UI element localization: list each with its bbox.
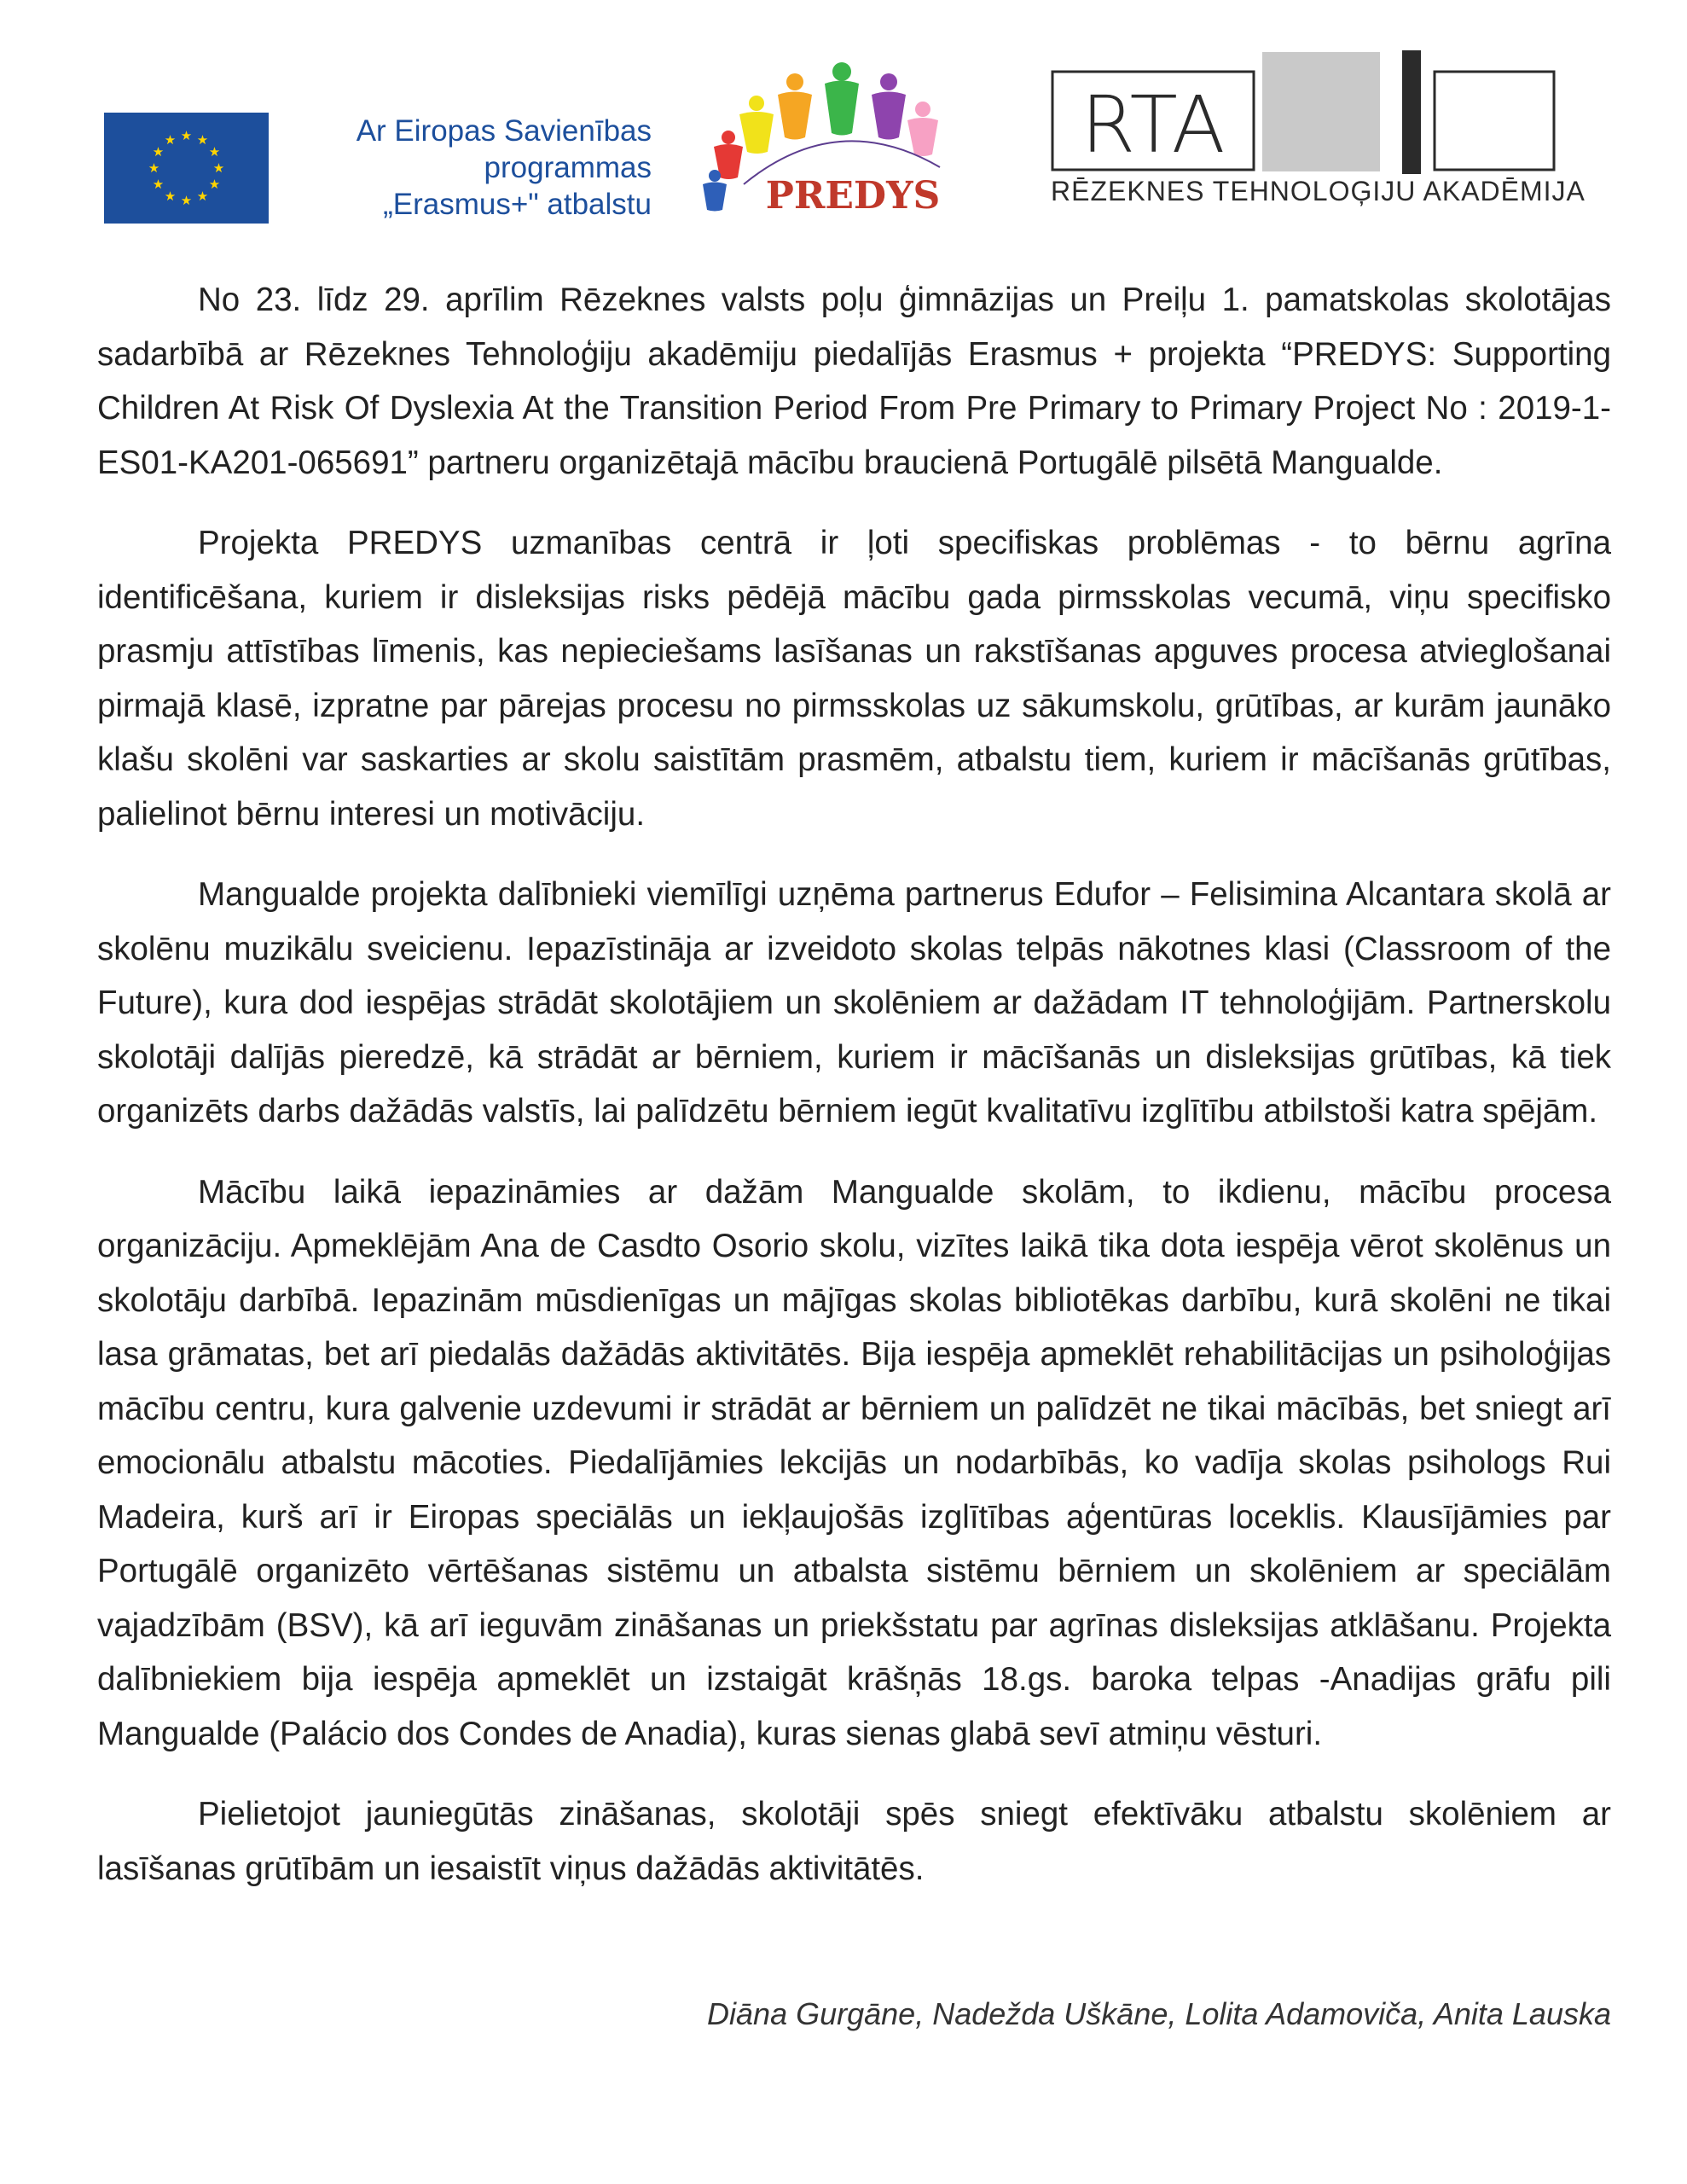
erasmus-text-line-2: programmas	[484, 151, 652, 184]
erasmus-text-line-1: Ar Eiropas Savienības	[356, 114, 652, 148]
paragraph-3: Mangualde projekta dalībnieki viemīlīgi uzņēma partnerus Edufor – Felisimina Alcantara skolā ar skolēnu muzikālu sveicienu. Iepazīstināja ar izveidoto skolas telpās nākotnes klasi (Classroom of the Future), kura dod iespējas strādāt skolotājiem un skolēniem ar dažādam IT tehnoloģijām. Partnerskolu skolotāji dalījās pieredzē, kā strādāt ar bērniem, kuriem ir mācīšanās un disleksijas grūtības, kā tiek organizēts darbs dažādās valstīs, lai palīdzētu bērniem iegūt kvalitatīvu izglītību atbilstoši katra spējām.	[97, 876, 1611, 1130]
svg-text:★: ★	[196, 189, 209, 204]
logo-header	[0, 0, 1687, 239]
paragraph-4: Mācību laikā iepazināmies ar dažām Mangualde skolām, to ikdienu, mācību procesa organizāciju. Apmeklējām Ana de Casdto Osorio skolu, vizītes laikā tika dota iespēja vērot skolēnus un skolotāju darbībā. Iepazinām mūsdienīgas un mājīgas skolas bibliotēkas darbību, kurā skolēni ne tikai lasa grāmatas, bet arī piedalās dažādās aktivitātēs. Bija iespēja apmeklēt rehabilitācijas un psiholoģijas mācību centru, kura galvenie uzdevumi ir strādāt ar bērniem un palīdzēt ne tikai mācībās, bet sniegt arī emocionālu atbalstu mācoties. Piedalījāmies lekcijās un nodarbībās, ko vadīja skolas psihologs Rui Madeira, kurš arī ir Eiropas speciālās un iekļaujošās izglītības aģentūras loceklis. Klausījāmies par Portugālē organizēto vērtēšanas sistēmu un atbalsta sistēmu bērniem un skolēniem ar speciālām vajadzībām (BSV), kā arī ieguvām zināšanas un priekšstatu par agrīnas disleksijas atklāšanu. Projekta dalībniekiem bija iespēja apmeklēt un izstaigāt krāšņās 18.gs. baroka telpas -Anadijas grāfu pili Mangualde (Palácio dos Condes de Anadia), kuras sienas glabā sevī atmiņu vēsturi.	[97, 1173, 1611, 1752]
svg-text:★: ★	[208, 177, 221, 192]
rta-caption: RĒZEKNES TEHNOLOĢIJU AKADĒMIJA	[1051, 176, 1586, 206]
erasmus-text-line-3: „Erasmus+" atbalstu	[383, 188, 652, 221]
predys-figures-icon	[693, 56, 974, 227]
rta-mark-icon	[1051, 48, 1562, 176]
erasmus-plus-logo	[104, 113, 652, 224]
svg-text:★: ★	[180, 193, 193, 208]
paragraph-5: Pielietojot jauniegūtās zināšanas, skolotāji spēs sniegt efektīvāku atbalstu skolēniem ar lasīšanas grūtībām un iesaistīt viņus dažādās aktivitātēs.	[97, 1796, 1611, 1887]
svg-text:★: ★	[152, 177, 165, 192]
paragraph-2: Projekta PREDYS uzmanības centrā ir ļoti specifiskas problēmas - to bērnu agrīna identificēšana, kuriem ir disleksijas risks pēdējā mācību gada pirmsskolas vecumā, viņu specifisko prasmju attīstības līmenis, kas nepieciešams lasīšanas un rakstīšanas apguves procesa atvieglošanai pirmajā klasē, izpratne par pārejas procesu no pirmsskolas uz sākumskolu, grūtības, ar kurām jaunāko klašu skolēni var saskarties ar skolu saistītām prasmēm, atbalstu tiem, kuriem ir mācīšanās grūtības, palielinot bērnu interesi un motivāciju.	[97, 525, 1611, 833]
article-body	[97, 273, 1611, 1922]
paragraph-1: No 23. līdz 29. aprīlim Rēzeknes valsts poļu ģimnāzijas un Preiļu 1. pamatskolas skolotājas sadarbībā ar Rēzeknes Tehnoloģiju akadēmiju piedalījās Erasmus + projekta “PREDYS: Supporting Children At Risk Of Dyslexia At the Transition Period From Pre Primary to Primary Project No : 2019-1-ES01-KA201-065691” partneru organizētajā mācību braucienā Portugālē pilsētā Mangualde.	[97, 282, 1611, 481]
svg-text:★: ★	[208, 144, 221, 160]
svg-text:★: ★	[152, 144, 165, 160]
author-signature: Diāna Gurgāne, Nadežda Uškāne, Lolita Adamoviča, Anita Lauska	[707, 1996, 1611, 2031]
svg-text:★: ★	[164, 132, 177, 148]
eu-flag-icon	[104, 113, 269, 224]
predys-wordmark: PREDYS	[765, 174, 941, 218]
svg-text:★: ★	[148, 160, 160, 176]
svg-text:★: ★	[164, 189, 177, 204]
svg-text:★: ★	[180, 128, 193, 143]
svg-text:★: ★	[196, 132, 209, 148]
predys-logo	[693, 56, 974, 227]
rta-wordmark: RTA	[1081, 79, 1226, 171]
erasmus-support-text	[285, 113, 652, 223]
rta-logo	[1051, 48, 1586, 227]
svg-text:★: ★	[212, 160, 225, 176]
